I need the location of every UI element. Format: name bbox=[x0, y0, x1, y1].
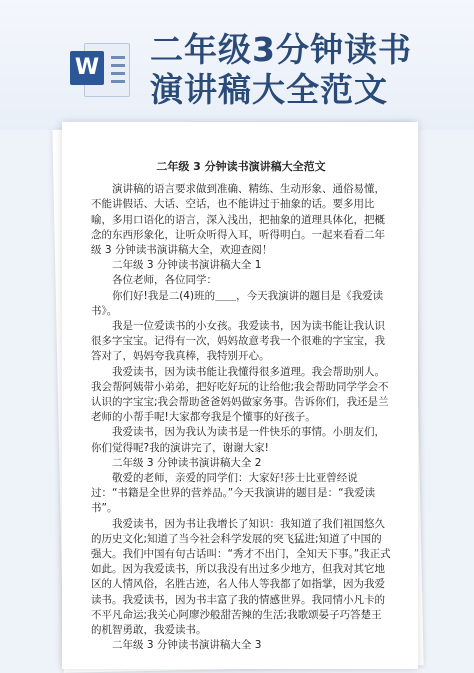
paragraph: 你们好!我是二(4)班的＿＿，今天我演讲的题目是《我爱读书》。 bbox=[91, 289, 384, 317]
document-body bbox=[91, 159, 391, 654]
word-document-icon bbox=[70, 37, 132, 99]
paragraph: 二年级 3 分钟读书演讲稿大全 1 bbox=[112, 259, 262, 272]
paragraph: 演讲稿的语言要求做到准确、精练、生动形象、通俗易懂，不能讲假话、大话、空话，也不能讲过于抽象的话。要多用比喻，多用口语化的语言，深入浅出，把抽象的道理具体化，把概念的东西形象化，让听众听得入耳，听得明白。一起来看看二年级 3 分钟读书演讲稿大全，欢迎查阅！ bbox=[91, 183, 385, 257]
cover-banner bbox=[0, 0, 474, 130]
paragraph: 我爱读书，因为读书能让我懂得很多道理。我会帮助别人。我会帮阿姨带小弟弟，把好吃好玩的让给他;我会帮助同学学会不认识的字宝宝;我会帮助爸爸妈妈做家务事。告诉你们，我还是兰老师的小帮手呢!大家都夸我是个懂事的好孩子。 bbox=[91, 365, 389, 424]
cover-title-line-2: 演讲稿大全范文 bbox=[150, 70, 388, 109]
paragraph-list bbox=[91, 182, 391, 653]
cover-title-line-1: 二年级3分钟读书 bbox=[150, 30, 412, 69]
paragraph: 我是一位爱读书的小女孩。我爱读书，因为读书能让我认识很多字宝宝。记得有一次，妈妈故意考我一个很难的字宝宝，我答对了，妈妈夸我真棒，我特别开心。 bbox=[91, 320, 385, 363]
word-logo-icon: W bbox=[70, 51, 104, 85]
paragraph: 二年级 3 分钟读书演讲稿大全 2 bbox=[112, 456, 262, 469]
paragraph: 我爱读书，因为我认为读书是一件快乐的事情。小朋友们，你们觉得呢?我的演讲完了，谢谢大家! bbox=[91, 426, 385, 454]
paragraph: 敬爱的老师，亲爱的同学们：大家好!莎士比亚曾经说过：“书籍是全世界的营养品。”今天我演讲的题目是：“我爱读书”。 bbox=[91, 472, 376, 515]
document-title: 二年级 3 分钟读书演讲稿大全范文 bbox=[156, 160, 326, 173]
paragraph: 各位老师，各位同学： bbox=[112, 274, 217, 287]
paragraph: 二年级 3 分钟读书演讲稿大全 3 bbox=[112, 639, 262, 652]
cover-title bbox=[150, 30, 450, 110]
paragraph: 我爱读书，因为书让我增长了知识：我知道了我们祖国悠久的历史文化;知道了当今社会科学发展的突飞猛进;知道了中国的强大。我们中国有句古话叫：“秀才不出门，全知天下事。”我正式如此。因为我爱读书，所以我没有出过多少地方，但我对其它地区的人情风俗，名胜古迹，名人伟人等我都了如指掌，因为我爱读书。我爱读书，因为书丰富了我的情感世界。我同情小凡卡的不平凡命运;我关心阿廖沙般甜苦辣的生活;我歌颂晏子巧答楚王的机智勇敢，我爱读书。 bbox=[91, 517, 391, 637]
